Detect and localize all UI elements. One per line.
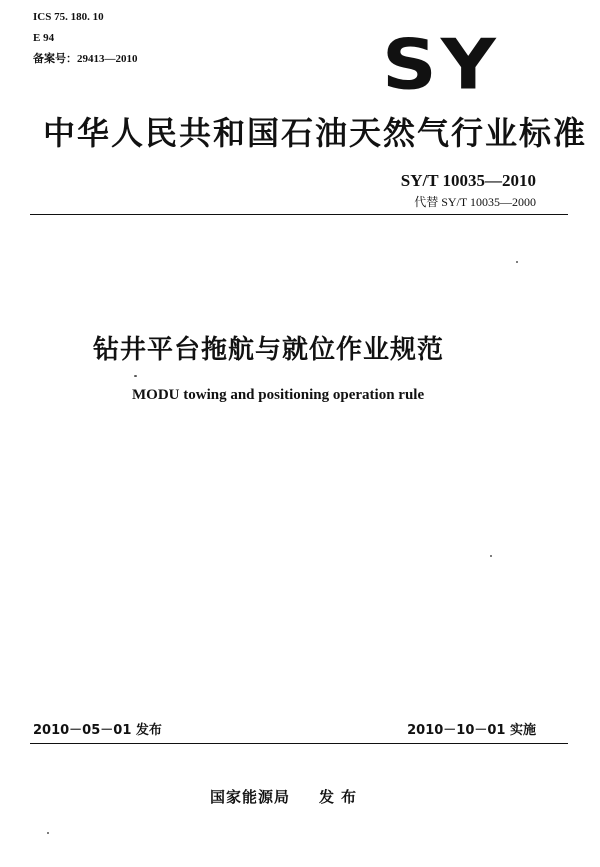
scan-speck	[516, 261, 518, 263]
record-number: 备案号：29413—2010	[33, 53, 138, 65]
scan-speck	[134, 375, 137, 377]
publish-label: 发布	[319, 788, 364, 806]
sy-logo: SY	[382, 23, 500, 106]
scan-speck	[490, 555, 492, 557]
document-title-english: MODU towing and positioning operation rule	[132, 387, 425, 403]
issue-date: 2010－05－01 发布	[33, 723, 162, 738]
top-divider	[30, 214, 568, 215]
document-title-chinese: 钻井平台拖航与就位作业规范	[93, 335, 445, 365]
implementation-date: 2010－10－01 实施	[407, 723, 536, 738]
publisher-name: 国家能源局	[210, 788, 291, 806]
scan-speck	[47, 832, 49, 834]
replaces-standard: 代替 SY/T 10035—2000	[414, 195, 536, 209]
ics-code: ICS 75. 180. 10	[33, 11, 104, 23]
bottom-divider	[30, 743, 568, 744]
standard-number: SY/T 10035—2010	[400, 171, 536, 190]
standard-title: 中华人民共和国石油天然气行业标准	[43, 114, 588, 152]
classification-code: E 94	[33, 32, 55, 44]
